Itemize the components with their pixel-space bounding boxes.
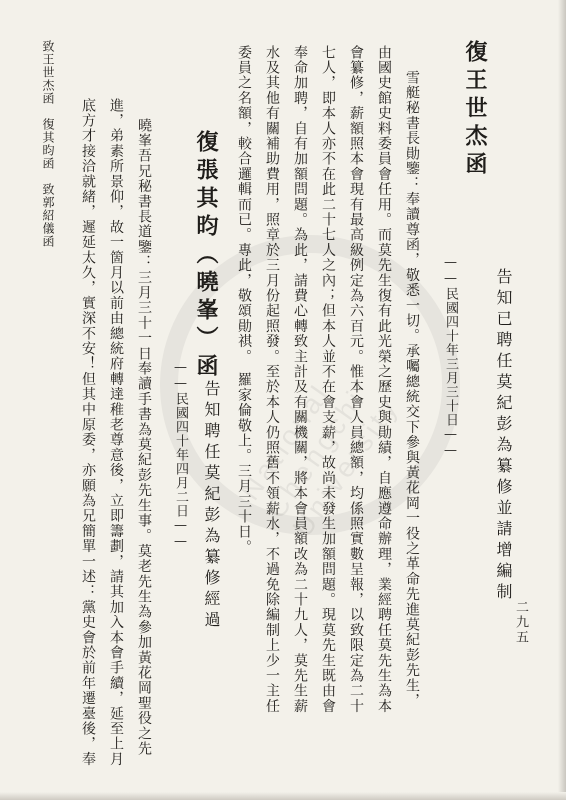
letter1-body-col-6: 水及其他有關補助費用，照章於三月份起照發。至於本人仍照舊不領薪水，不過免除編制上少一主任 xyxy=(264,45,280,714)
watermark-text: National Chengchi University xyxy=(233,377,406,543)
letter1-body-col-1: 雪艇秘書長勛鑒：奉讀尊函，敬悉一切。承囑總統交下參與黃花岡一役之革命先進莫紀彭先生， xyxy=(404,70,420,709)
running-footer: 致王世杰函 復其昀函 致郭紹儀函 xyxy=(41,40,55,248)
letter1-body-col-4: 七人，即本人亦不在此二十七人之內；但本人並不在會支薪，故尚未發生加額問題。現莫先生既由會 xyxy=(320,45,336,714)
letter1-body-col-2: 由國史館史料委員會任用。而莫先生復有此光榮之歷史與勛績，自應遵命辦理，業經聘任莫先生為本 xyxy=(376,45,392,714)
letter1-date: ——民國四十年三月三十日—— xyxy=(443,255,458,459)
page-edge-shadow xyxy=(558,0,566,800)
page-bottom-shadow xyxy=(0,792,566,800)
letter1-title: 復王世杰函 xyxy=(462,40,488,180)
letter1-body-col-5: 奉命加聘，自有加額問題。為此，請費心轉致主計及有關機關，將本會員額改為二十九人，莫先生薪 xyxy=(292,45,308,714)
letter2-body-col-3: 底方才接洽就緒，遲延太久，實深不安！但其中原委，亦願為兄簡單一述：黨史會於前年遷臺後，奉 xyxy=(80,98,96,767)
letter1-body-col-3: 會纂修，薪額照本會現有最高級例定為六百元。惟本會人員總額，均係照實數呈報，以致限定為二十 xyxy=(348,45,364,714)
letter1-body-col-7: 委員之名額，較合邏輯而已。專此，敬頌勛祺。 羅家倫敬上。三月三十日。 xyxy=(236,45,252,555)
page-number: 二九五 xyxy=(513,600,528,645)
letter2-body-col-2: 進，弟素所景仰，故一箇月以前由總統府轉達稚老尊意後，立即籌劃，請其加入本會手續，延至上月 xyxy=(108,98,124,767)
letter2-body-col-1: 曉峯吾兄秘書長道鑒：三月三十一日奉讀手書為莫紀彭先生事。莫老先生為參加黃花岡聖役之先 xyxy=(136,118,152,757)
letter1-subtitle: 告知已聘任莫紀彭為纂修並請增編制 xyxy=(494,268,513,604)
letter2-date: ——民國四十年四月二日—— xyxy=(173,360,188,550)
letter2-title: 復張其昀（曉峯）函 xyxy=(193,130,219,382)
letter2-subtitle: 告知聘任莫紀彭為纂修經過 xyxy=(202,380,221,632)
